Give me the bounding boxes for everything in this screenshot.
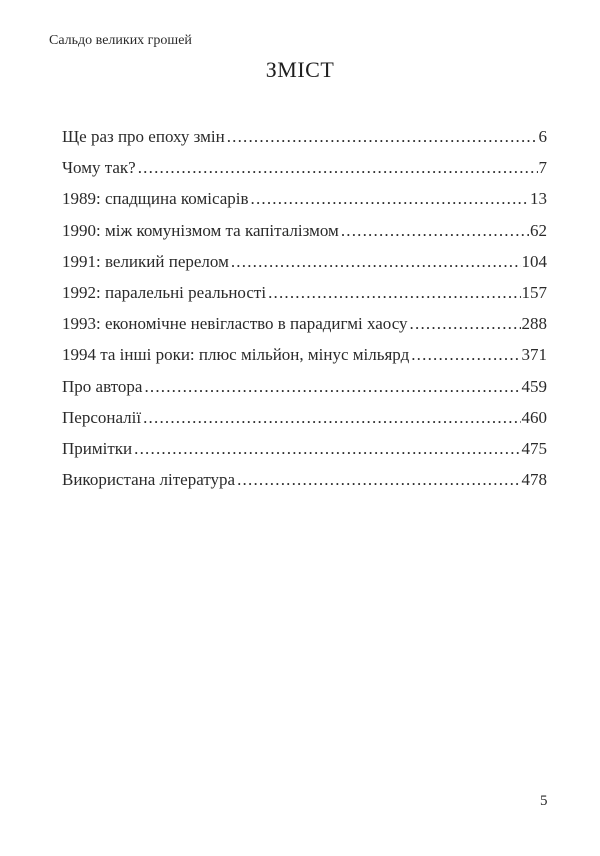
- toc-entry-page: 460: [521, 407, 547, 427]
- dot-leader: [411, 345, 520, 365]
- dot-leader: [268, 283, 520, 303]
- toc-entry-label: 1994 та інші роки: плюс мільйон, мінус мільярд: [62, 345, 410, 365]
- toc-entry[interactable]: [62, 377, 547, 408]
- toc-entry-page: 371: [521, 345, 547, 365]
- toc-entry-page: 459: [521, 376, 547, 396]
- dot-leader: [138, 158, 538, 178]
- toc-entry-page: 62: [530, 220, 547, 240]
- toc-entry[interactable]: [62, 127, 547, 158]
- toc-entry[interactable]: [62, 470, 547, 501]
- toc-entry-label: Персоналії: [62, 407, 142, 427]
- toc-entry-label: 1991: великий перелом: [62, 251, 229, 271]
- page-number: 5: [540, 793, 548, 809]
- dot-leader: [237, 470, 520, 490]
- dot-leader: [134, 439, 520, 459]
- toc-entry-label: 1990: між комунізмом та капіталізмом: [62, 220, 339, 240]
- dot-leader: [251, 189, 530, 209]
- toc-entry-label: Ще раз про епоху змін: [62, 127, 225, 146]
- toc-entry-page: 288: [521, 314, 547, 334]
- toc-entry[interactable]: [62, 189, 547, 220]
- toc-entry[interactable]: [62, 252, 547, 283]
- page-title: ЗМІСТ: [265, 57, 335, 82]
- table-of-contents: [62, 127, 547, 501]
- toc-entry-label: Примітки: [62, 438, 133, 458]
- toc-entry-label: 1993: економічне невігластво в парадигмі хаосу: [62, 314, 408, 334]
- toc-entry[interactable]: [62, 408, 547, 439]
- toc-entry-page: 478: [521, 470, 547, 490]
- dot-leader: [144, 377, 520, 397]
- toc-entry[interactable]: [62, 345, 547, 376]
- toc-entry-page: 475: [521, 438, 547, 458]
- running-head: Сальдо великих грошей: [49, 33, 192, 48]
- toc-entry[interactable]: [62, 221, 547, 252]
- toc-entry-page: 104: [521, 251, 547, 271]
- dot-leader: [341, 221, 529, 241]
- toc-entry[interactable]: [62, 314, 547, 345]
- dot-leader: [227, 127, 538, 147]
- toc-entry-page: 7: [538, 158, 547, 178]
- toc-entry-label: Чому так?: [62, 158, 136, 178]
- toc-entry-label: 1992: паралельні реальності: [62, 282, 267, 302]
- dot-leader: [231, 252, 521, 272]
- toc-entry-label: Використана література: [62, 470, 236, 490]
- toc-entry-page: 13: [530, 189, 547, 209]
- toc-entry[interactable]: [62, 439, 547, 470]
- toc-entry-page: 157: [521, 282, 547, 302]
- toc-entry[interactable]: [62, 158, 547, 189]
- toc-entry-label: 1989: спадщина комісарів: [62, 189, 249, 209]
- dot-leader: [410, 314, 521, 334]
- dot-leader: [143, 408, 520, 428]
- toc-entry[interactable]: [62, 283, 547, 314]
- toc-entry-page: 6: [538, 127, 547, 146]
- toc-entry-label: Про автора: [62, 376, 143, 396]
